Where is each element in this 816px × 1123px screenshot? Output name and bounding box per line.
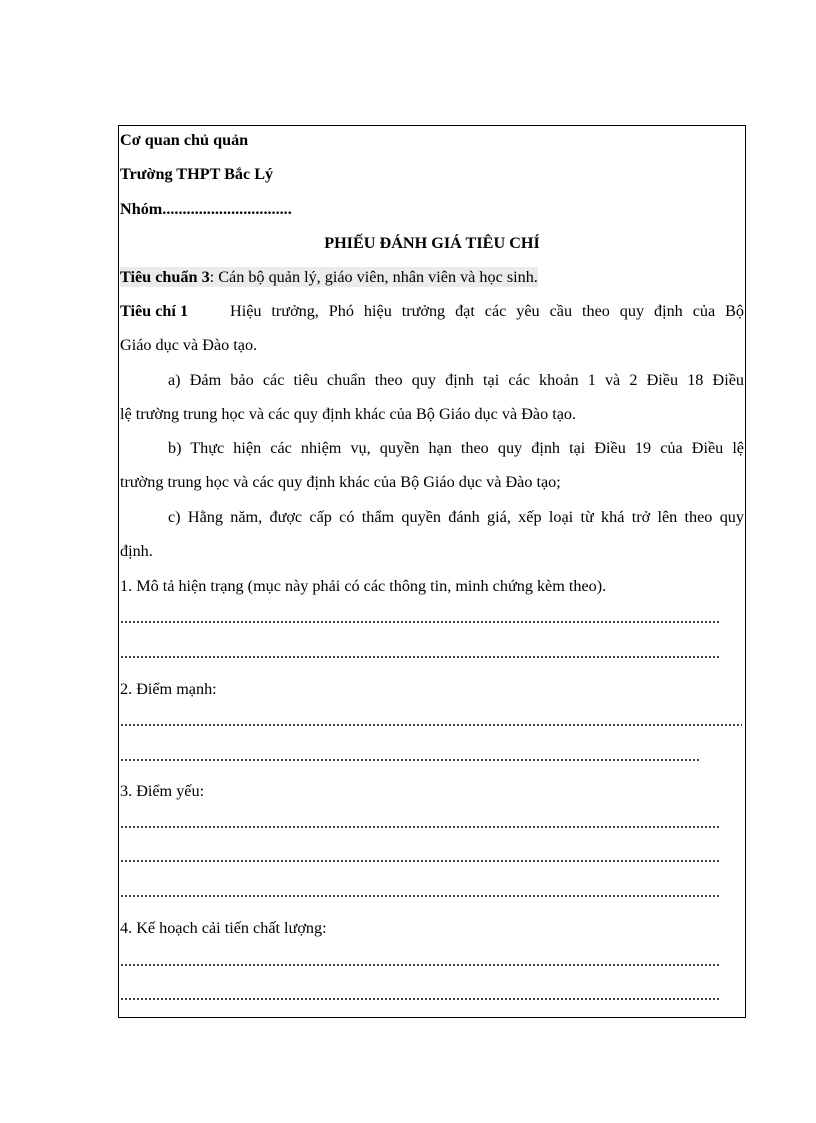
fill-line[interactable] <box>120 724 742 726</box>
item-a-line-1: a) Đảm bảo các tiêu chuẩn theo quy định tại các khoản 1 và 2 Điều 18 Điều <box>168 371 744 389</box>
fill-line[interactable] <box>120 759 700 761</box>
fill-line[interactable] <box>120 860 720 862</box>
section-2-heading: 2. Điểm mạnh: <box>120 680 217 698</box>
agency-label: Cơ quan chủ quản <box>120 131 249 149</box>
form-border <box>118 125 746 1018</box>
group-label: Nhóm................................ <box>120 200 292 218</box>
fill-line[interactable] <box>120 621 720 623</box>
criterion-text-2: Giáo dục và Đào tạo. <box>120 336 258 354</box>
section-4-heading: 4. Kế hoạch cải tiến chất lượng: <box>120 919 327 937</box>
form-title: PHIẾU ĐÁNH GIÁ TIÊU CHÍ <box>324 234 540 252</box>
section-1-heading: 1. Mô tả hiện trạng (mục này phải có các thông tin, minh chứng kèm theo). <box>120 577 607 595</box>
criterion-label: Tiêu chí 1 <box>120 302 189 320</box>
item-c-line-2: định. <box>120 542 153 560</box>
fill-line[interactable] <box>120 895 720 897</box>
item-b-line-2: trường trung học và các quy định khác của Bộ Giáo dục và Đào tạo; <box>120 473 561 491</box>
fill-line[interactable] <box>120 656 720 658</box>
item-b-line-1: b) Thực hiện các nhiệm vụ, quyền hạn theo quy định tại Điều 19 của Điều lệ <box>168 439 744 457</box>
standard-label: Tiêu chuẩn 3 <box>120 268 210 286</box>
standard-text: : Cán bộ quản lý, giáo viên, nhân viên và học sinh. <box>209 268 538 286</box>
item-c-line-1: c) Hằng năm, được cấp có thẩm quyền đánh giá, xếp loại từ khá trở lên theo quy <box>168 508 744 526</box>
school-name: Trường THPT Bắc Lý <box>120 165 274 183</box>
fill-line[interactable] <box>120 826 720 828</box>
criterion-text-1: Hiệu trưởng, Phó hiệu trưởng đạt các yêu cầu theo quy định của Bộ <box>230 302 744 320</box>
item-a-line-2: lệ trường trung học và các quy định khác của Bộ Giáo dục và Đào tạo. <box>120 405 577 423</box>
standard-line <box>120 267 538 287</box>
section-3-heading: 3. Điểm yếu: <box>120 782 205 800</box>
criterion-line-1 <box>120 301 744 321</box>
fill-line[interactable] <box>120 964 720 966</box>
fill-line[interactable] <box>120 998 720 1000</box>
